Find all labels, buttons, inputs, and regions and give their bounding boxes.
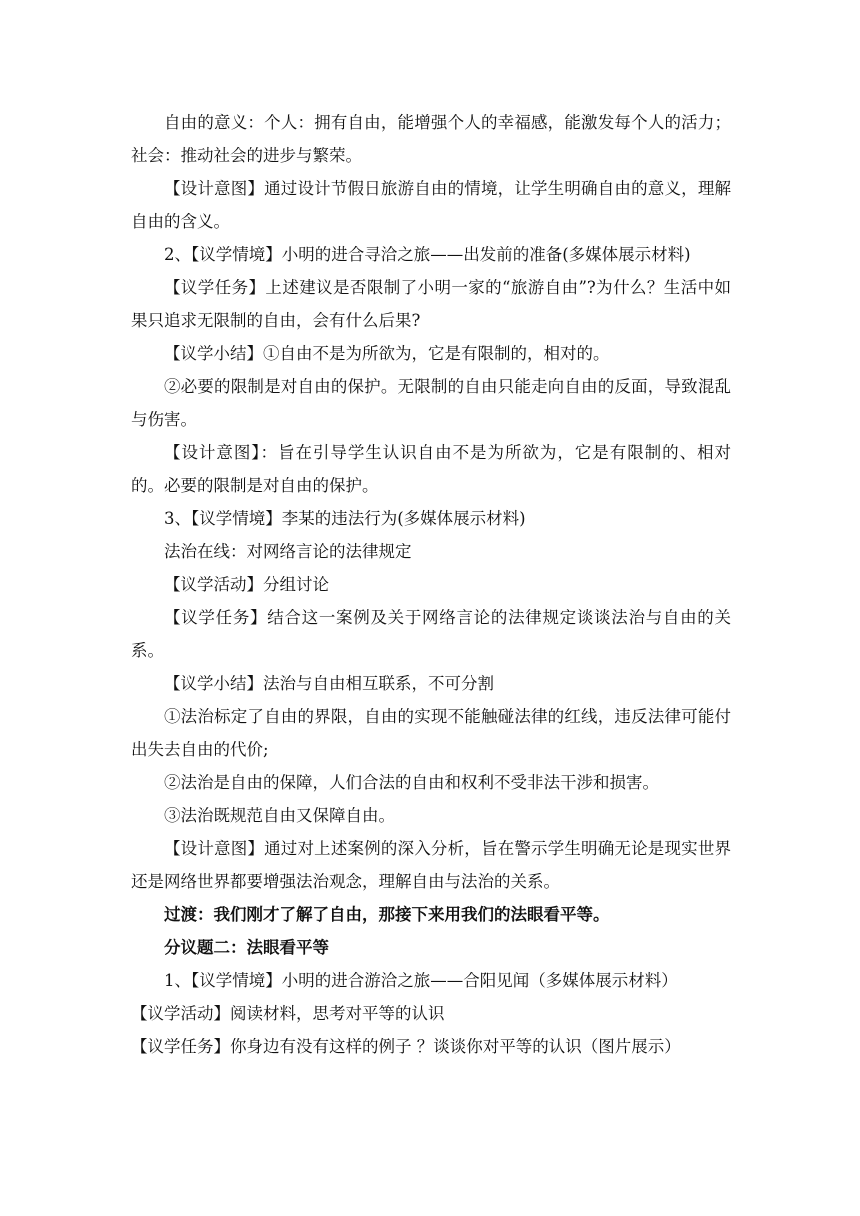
paragraph-task-2: 【议学任务】上述建议是否限制了小明一家的“旅游自由”?为什么？生活中如果只追求无限制的自由，会有什么后果? [131,278,731,330]
paragraph-summary-3: 【议学小结】法治与自由相互联系，不可分割 [164,674,494,693]
paragraph-law-online: 法治在线：对网络言论的法律规定 [164,542,412,561]
paragraph-task-3: 【议学任务】结合这一案例及关于网络言论的法律规定谈谈法治与自由的关系。 [131,608,731,660]
paragraph-activity-equality: 【议学活动】阅读材料，思考对平等的认识 [131,1004,445,1023]
paragraph-design-intent-2: 【设计意图】：旨在引导学生认识自由不是为所欲为，它是有限制的、相对的。必要的限制是对自由的保护。 [131,443,731,495]
paragraph-design-intent-3: 【设计意图】通过对上述案例的深入分析，旨在警示学生明确无论是现实世界还是网络世界都要增强法治观念，理解自由与法治的关系。 [131,839,731,891]
paragraph-transition: 过渡：我们刚才了解了自由，那接下来用我们的法眼看平等。 [164,905,610,924]
paragraph-summary-3-point-2: ②法治是自由的保障，人们合法的自由和权利不受非法干涉和损害。 [164,773,659,792]
document-body [131,106,731,1063]
paragraph-situation-3: 3、【议学情境】李某的违法行为(多媒体展示材料) [164,509,526,528]
paragraph-design-intent-1: 【设计意图】通过设计节假日旅游自由的情境，让学生明确自由的意义，理解自由的含义。 [131,179,731,231]
paragraph-summary-3-point-3: ③法治既规范自由又保障自由。 [164,806,395,825]
paragraph-situation-equality-1: 1、【议学情境】小明的进合游洽之旅——合阳见闻（多媒体展示材料） [164,971,678,990]
paragraph-freedom-meaning: 自由的意义：个人：拥有自由，能增强个人的幸福感，能激发每个人的活力；社会：推动社会的进步与繁荣。 [131,113,731,165]
paragraph-summary-2: 【议学小结】①自由不是为所欲为，它是有限制的，相对的。 [164,344,610,363]
paragraph-summary-2-point-2: ②必要的限制是对自由的保护。无限制的自由只能走向自由的反面，导致混乱与伤害。 [131,377,731,429]
section-heading-equality: 分议题二：法眼看平等 [164,938,329,957]
paragraph-task-equality: 【议学任务】你身边有没有这样的例子 ？谈谈你对平等的认识（图片展示） [131,1037,681,1056]
paragraph-summary-3-point-1: ①法治标定了自由的界限，自由的实现不能触碰法律的红线，违反法律可能付出失去自由的代价; [131,707,731,759]
paragraph-activity-3: 【议学活动】分组讨论 [164,575,329,594]
paragraph-situation-2: 2、【议学情境】小明的进合寻洽之旅——出发前的准备(多媒体展示材料) [164,245,691,264]
